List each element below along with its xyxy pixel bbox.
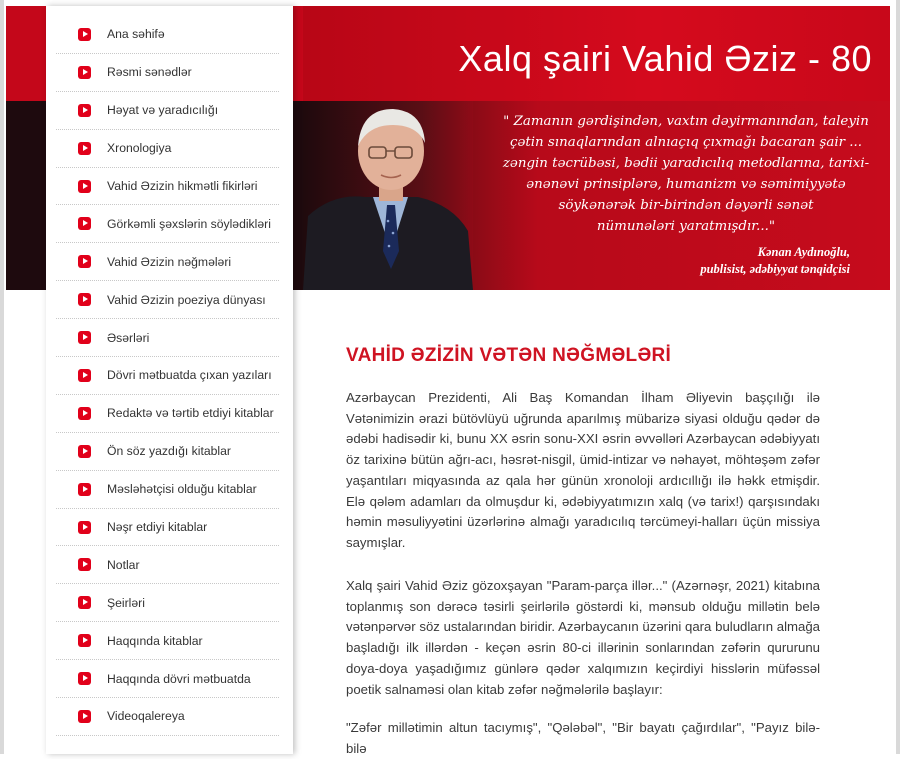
play-icon [78,293,91,306]
play-icon [78,180,91,193]
left-dark-block [6,101,46,290]
menu-label: Vahid Əzizin nəğmələri [107,254,232,269]
quote-author-role: publisist, ədəbiyyat tənqidçisi [700,262,850,276]
left-red-block [6,6,46,101]
play-icon [78,521,91,534]
play-icon [78,66,91,79]
menu-item-meslehetcisi[interactable] [56,471,279,509]
menu-item-resmi-senedler[interactable] [56,54,279,92]
play-icon [78,217,91,230]
quote-line: nümunələri yaratmışdır..." [596,219,776,234]
quote-author [700,244,850,278]
menu-item-heyat-ve-yaradiciligi[interactable] [56,92,279,130]
menu-label: Notlar [107,557,140,572]
gap-dark-block [293,101,303,290]
play-icon [78,369,91,382]
menu-item-redakte-tertib[interactable] [56,395,279,433]
article-paragraph-2: Xalq şairi Vahid Əziz gözoxşayan "Param-parça illər..." (Azərnəşr, 2021) kitabına toplanmış son dərəcə təsirli şeirlərilə göstərdi ki, mənsub olduğu millətin belə vətənpərvər söz ustalarından biridir. Azərbaycanın üzərini qara buludların almağa başladığı ilk illərdən - keçən əsrin 80-ci illərinin sonlarından zəfərin qururunu doya-doya yaşadığımız günlərə qədər xalqımızın keçirdiyi hisslərin müfəssəl poetik salnaməsi olan kitab zəfər nəğmələrilə başlayır: [346,578,820,697]
quote-banner [303,101,890,290]
menu-label: Xronologiya [107,141,172,156]
menu-label: Ana səhifə [107,27,165,42]
play-icon [78,104,91,117]
menu-item-xronologiya[interactable] [56,130,279,168]
menu-item-gorkemli-sexsler[interactable] [56,205,279,243]
menu-item-eserleri[interactable] [56,319,279,357]
menu-label: Həyat və yaradıcılığı [107,103,219,118]
play-icon [78,558,91,571]
menu-item-ana-sehife[interactable] [56,16,279,54]
play-icon [78,142,91,155]
play-icon [78,710,91,723]
sidebar-menu [46,6,293,754]
play-icon [78,445,91,458]
header-bar [303,6,890,101]
menu-label: Məsləhətçisi olduğu kitablar [107,482,257,497]
menu-item-haqqinda-dovri-metbuat[interactable] [56,660,279,698]
menu-label: Haqqında kitablar [107,633,203,648]
quote-line: çətin sınaqlarından alnıaçıq çıxmağı bacaran şair ... [509,135,863,150]
menu-item-poeziya-dunyasi[interactable] [56,281,279,319]
play-icon [78,255,91,268]
menu-item-dovri-metbuat-yazilari[interactable] [56,357,279,395]
menu-item-notlar[interactable] [56,546,279,584]
menu-label: Əsərləri [107,330,150,345]
play-icon [78,634,91,647]
menu-label: Görkəmli şəxslərin söylədikləri [107,216,271,231]
menu-label: Vahid Əzizin poeziya dünyası [107,292,266,307]
article-paragraph-1: Azərbaycan Prezidenti, Ali Baş Komandan İlham Əliyevin başçılığı ilə Vətənimizin ərazi bütövlüyü uğrunda aparılmış mübarizə siyasi olduğu qədər də ədəbi hadisədir ki, bunu XX əsrin sonu-XXI əsrin əvvəlləri Azərbaycan ədəbiyyatı öz tarixinə bütün ağrı-acı, həsrət-nisgil, ümid-intizar və nəhayət, möhtəşəm zəfər yaşantıları miqyasında az qala hər günün xronoloji ardıcıllığı ilə həkk etmişdir. Elə qələm adamları da olmuşdur ki, ədəbiyyatımızın xalq (və tarix!) qarşısındakı həmin məsuliyyətini üzərlərinə almağı yaradıcılıq tərcümeyi-halları üçün missiya saymışlar. [346,390,820,550]
menu-label: Vahid Əzizin hikmətli fikirləri [107,179,258,193]
quote-line: " Zamanın gərdişindən, vaxtın dəyirmanından, taleyin [503,114,869,129]
play-icon [78,483,91,496]
menu-label: Nəşr etdiyi kitablar [107,520,208,535]
play-icon [78,28,91,41]
menu-item-negmeleri[interactable] [56,243,279,281]
menu-label: Ön söz yazdığı kitablar [107,444,231,459]
poet-portrait [303,101,473,290]
menu-label: Dövri mətbuatda çıxan yazıları [107,368,272,383]
banner-quote [491,111,881,237]
menu-item-nesr-etdiyi[interactable] [56,509,279,547]
window-edge-left [0,0,4,754]
article-heading: VAHİD ƏZİZİN VƏTƏN NƏĞMƏLƏRİ [346,345,672,366]
play-icon [78,407,91,420]
menu-label: Şeirləri [107,595,145,610]
menu-item-on-soz[interactable] [56,433,279,471]
menu-item-videoqalereya[interactable] [56,698,279,736]
quote-line: zəngin təcrübəsi, bədii yaradıcılıq metodlarına, tarixi- [502,156,870,171]
menu-label: Videoqalereya [107,709,185,724]
window-edge-right [896,0,900,754]
menu-label: Redaktə və tərtib etdiyi kitablar [107,406,274,421]
article-paragraph-3: "Zəfər millətimin altun tacıymış", "Qələbəl", "Bir bayatı çağırdılar", "Payız bilə- bilə [346,720,820,756]
menu-item-seirleri[interactable] [56,584,279,622]
menu-label: Haqqında dövri mətbuatda [107,671,251,686]
quote-author-name: Kənan Aydınoğlu, [757,245,850,259]
gap-red-block [293,6,303,101]
play-icon [78,331,91,344]
play-icon [78,596,91,609]
menu-item-haqqinda-kitablar[interactable] [56,622,279,660]
menu-label: Rəsmi sənədlər [107,65,192,80]
quote-line: ənənəvi prinsiplərə, humanizm və səmimiyyətə [526,177,846,192]
menu-list [46,6,293,736]
quote-line: söykənərək bir-birindən dəyərli sənət [558,198,814,213]
play-icon [78,672,91,685]
site-title: Xalq şairi Vahid Əziz - 80 [458,38,872,79]
menu-item-hikmetli-fikirler[interactable] [56,168,279,206]
